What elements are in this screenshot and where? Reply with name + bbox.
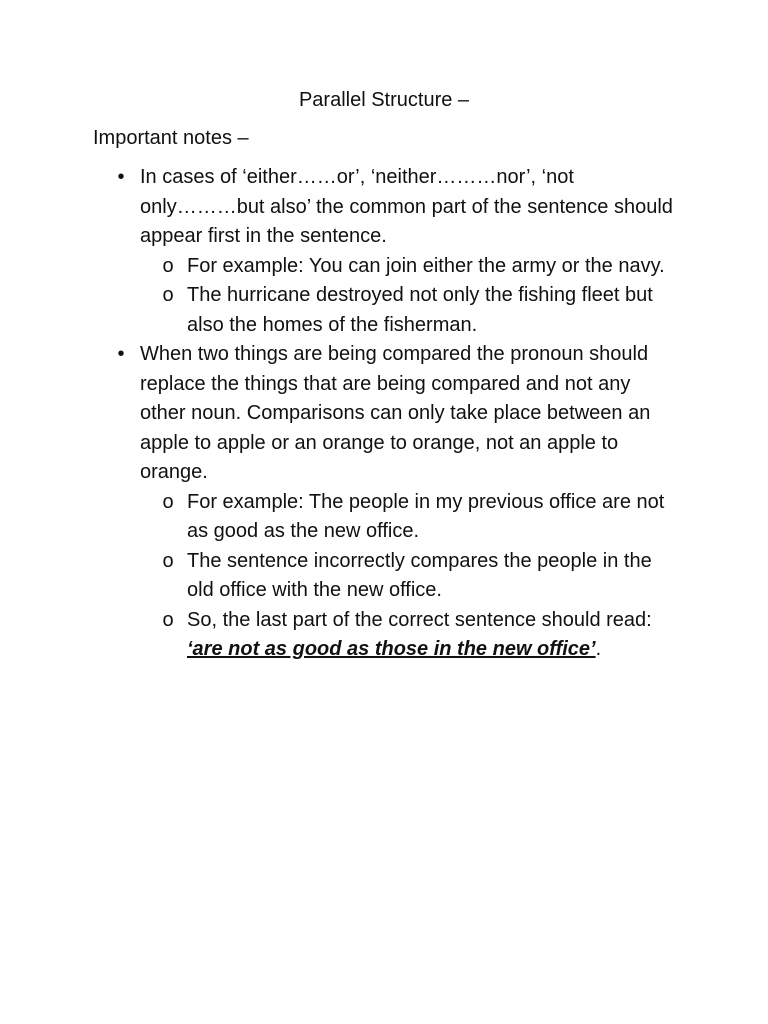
bullet-icon: • [117,343,125,365]
sub-item-text: The sentence incorrectly compares the people in the old office with the new office. [187,549,652,601]
bullet-icon: • [117,166,125,188]
section-heading: Important notes – [93,127,249,149]
bullet-item [93,163,673,340]
sub-item-text: For example: You can join either the army or the navy. [187,254,665,277]
sub-bullet-icon: o [162,549,174,572]
emphasized-quote: ‘are not as good as those in the new office’ [187,638,596,660]
sub-bullet-icon: o [162,254,174,277]
sentence-period: . [595,638,602,660]
sub-bullet-icon: o [162,490,174,513]
bullet-item [93,340,673,665]
sub-list [140,252,673,341]
sub-item [140,281,673,340]
sub-item [140,547,673,606]
sub-item [140,252,673,282]
sub-item-text: So, the last part of the correct sentence should read: [187,608,652,631]
sub-bullet-icon: o [162,608,174,631]
bullet-text: When two things are being compared the pronoun should replace the things that are being compared and not any other noun. Comparisons can only take place between an apple to apple or an orange to orange, not an apple to orange. [140,343,651,483]
bullet-text: In cases of ‘either……or’, ‘neither………nor’, ‘not only………but also’ the common part of the sentence should appear first in the sentence. [140,166,673,247]
sub-item-text: For example: The people in my previous office are not as good as the new office. [187,490,665,542]
sub-item-text: The hurricane destroyed not only the fishing fleet but also the homes of the fisherman. [187,284,653,336]
sub-bullet-icon: o [162,284,174,306]
sub-item [140,488,673,547]
sub-item [140,606,673,665]
bullet-list [93,163,673,665]
document-title: Parallel Structure – [298,89,470,111]
sub-list [140,488,673,665]
